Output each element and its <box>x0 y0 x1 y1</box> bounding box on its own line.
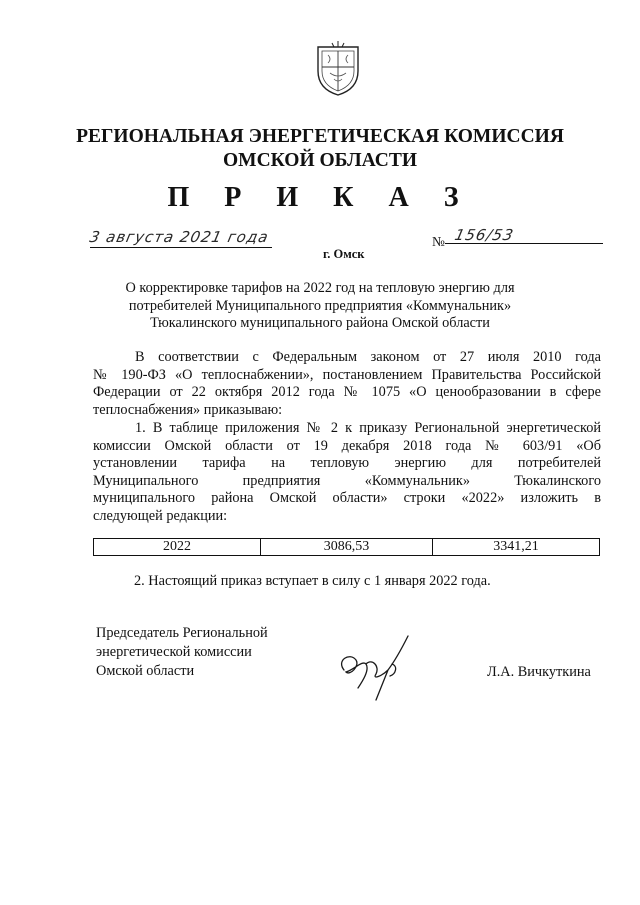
date-underline <box>90 247 272 248</box>
tariff-table-row <box>93 538 600 556</box>
number-underline <box>445 243 603 244</box>
document-subject <box>95 280 545 333</box>
subject-line: Тюкалинского муниципального района Омской области <box>150 315 490 331</box>
handwritten-date: 3 августа 2021 года <box>88 228 271 246</box>
omsk-coat-of-arms-icon <box>314 41 362 97</box>
body-line: теплоснабжения» приказываю: <box>93 401 283 418</box>
organization-title-line1: РЕГИОНАЛЬНАЯ ЭНЕРГЕТИЧЕСКАЯ КОМИССИЯ <box>76 126 564 147</box>
paragraph-item-1 <box>93 420 601 526</box>
body-line: 1. В таблице приложения № 2 к приказу Региональной энергетической <box>135 420 601 436</box>
body-line: Федерации от 22 октября 2012 года № 1075 «О ценообразовании в сфере <box>93 384 601 401</box>
handwritten-number: 156/53 <box>453 226 516 244</box>
signatory-title-line: энергетической комиссии <box>96 644 252 660</box>
subject-line: О корректировке тарифов на 2022 год на тепловую энергию для <box>125 280 515 296</box>
table-cell-year: 2022 <box>94 539 261 555</box>
body-line: следующей редакции: <box>93 507 228 524</box>
body-line: Муниципального предприятия «Коммунальник» Тюкалинского <box>93 472 601 489</box>
organization-title-line2: ОМСКОЙ ОБЛАСТИ <box>223 150 417 171</box>
body-line: установлении тарифа на тепловую энергию для потребителей <box>93 455 601 472</box>
paragraph-item-2: 2. Настоящий приказ вступает в силу с 1 января 2022 года. <box>134 573 491 589</box>
signatory-title-line: Председатель Региональной <box>96 625 268 641</box>
signatory-name: Л.А. Вичкуткина <box>487 664 591 680</box>
body-line: комиссии Омской области от 19 декабря 2018 года № 603/91 «Об <box>93 437 601 454</box>
table-cell-tariff-2: 3341,21 <box>493 539 539 554</box>
body-line: муниципального района Омской области» строки «2022» изложить в <box>93 490 601 507</box>
signatory-title-line: Омской области <box>96 663 195 679</box>
paragraph-preamble <box>93 349 601 419</box>
table-cell-tariff-1: 3086,53 <box>261 539 433 555</box>
city-label: г. Омск <box>323 247 365 261</box>
body-line: № 190-ФЗ «О теплоснабжении», постановлением Правительства Российской <box>93 366 601 383</box>
document-type-title: П Р И К А З <box>167 182 473 213</box>
body-line: В соответствии с Федеральным законом от 27 июля 2010 года <box>135 349 601 365</box>
signatory-title <box>96 624 268 681</box>
number-sign: № <box>432 234 445 249</box>
subject-line: потребителей Муниципального предприятия «Коммунальник» <box>128 297 512 314</box>
handwritten-signature <box>332 630 412 702</box>
